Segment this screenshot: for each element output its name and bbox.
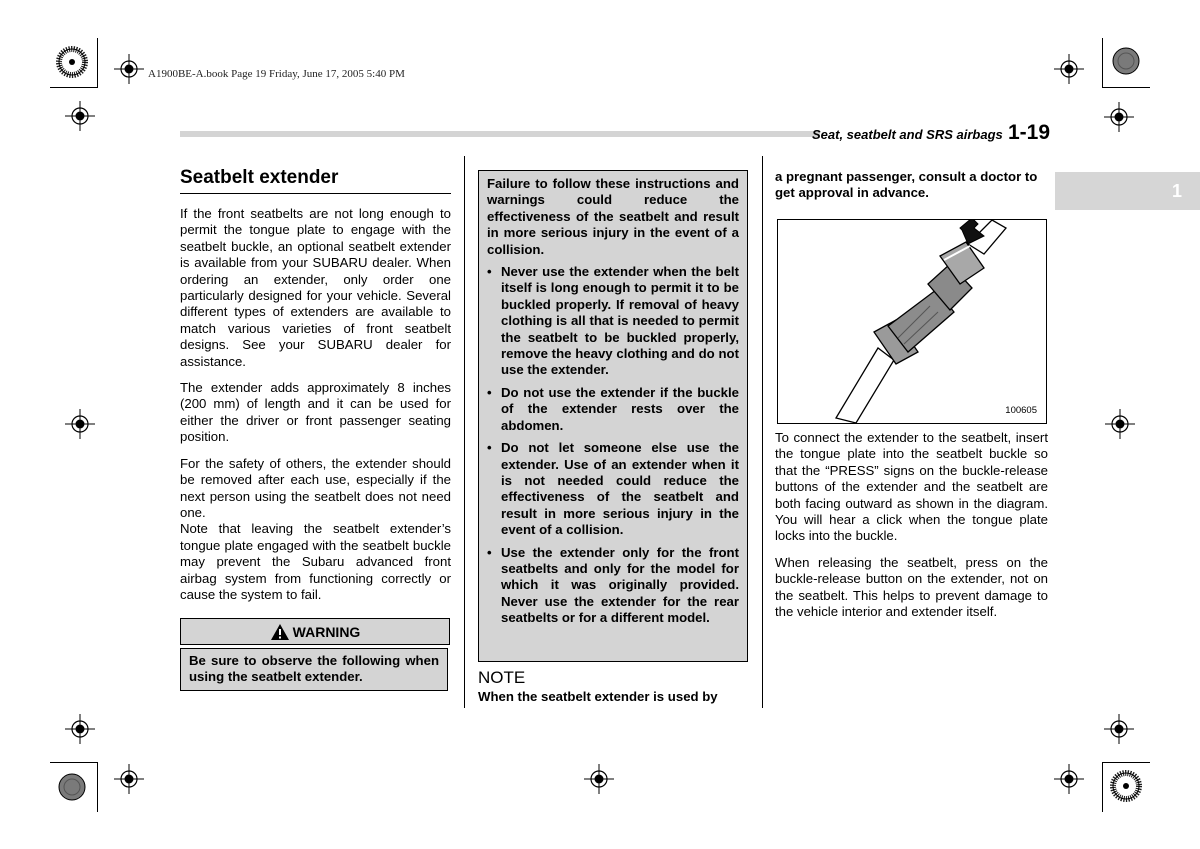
warning-triangle-icon: [270, 623, 290, 641]
paragraph: When releasing the seatbelt, press on the buckle-release button on the extender, not on the seatbelt. This helps to prevent damage to the vehicle interior and extender itself.: [775, 554, 1048, 620]
print-slug: A1900BE-A.book Page 19 Friday, June 17, 2005 5:40 PM: [148, 68, 405, 80]
column-1-body: [180, 206, 451, 613]
seatbelt-extender-illustration: [777, 219, 1047, 424]
seatbelt-buckle-image: [778, 220, 1046, 423]
paragraph: Note that leaving the seatbelt extender’s tongue plate engaged with the seatbelt buckle may prevent the Subaru advanced front airbag system from functioning correctly or cause the system to fail.: [180, 521, 451, 602]
paragraph: To connect the extender to the seatbelt, insert the tongue plate into the seatbelt buckle so that the “PRESS” signs on the buckle-release buttons of the extender and the seatbelt are both facing outward as shown in the diagram. You will hear a click when the tongue plate locks into the buckle.: [775, 430, 1048, 544]
list-item: • Use the extender only for the front seatbelts and only for the model for which it was originally provided. Never use the extender for the rear seatbelts or for a different model.: [487, 545, 739, 627]
list-item: • Never use the extender when the belt itself is long enough to permit it to be buckled properly. If removal of heavy clothing is all that is needed to permit the seatbelt to be buckled properly, remove the heavy clothing and do not use the extender.: [487, 264, 739, 379]
paragraph: The extender adds approximately 8 inches (200 mm) of length and it can be used for either the driver or front passenger seating position.: [180, 380, 451, 445]
warning-intro: Failure to follow these instructions and warnings could reduce the effectiveness of the seatbelt and result in more serious injury in the event of a collision.: [487, 176, 739, 257]
note-text: When the seatbelt extender is used by: [478, 689, 718, 704]
warning-continued-box: [478, 170, 748, 662]
chapter-tab-number: 1: [1171, 180, 1182, 201]
header-rule: [180, 131, 820, 137]
list-item: • Do not use the extender if the buckle of the extender rests over the abdomen.: [487, 385, 739, 434]
column-divider-2: [762, 156, 763, 708]
warning-header: [180, 618, 450, 645]
warning-label: WARNING: [292, 623, 361, 640]
page-heading: Seatbelt extender: [180, 167, 451, 194]
note-title: NOTE: [478, 668, 526, 687]
note-continued-text: a pregnant passenger, consult a doctor to get approval in advance.: [775, 169, 1038, 201]
paragraph: For the safety of others, the extender should be removed after each use, especially if the next person using the seatbelt does not need one.: [180, 455, 451, 520]
warning-bullet-list: [487, 264, 739, 627]
page-number: 1-19: [1008, 121, 1051, 144]
section-title: Seat, seatbelt and SRS airbags: [812, 127, 1003, 142]
column-divider-1: [464, 156, 465, 708]
chapter-tab: [1055, 172, 1200, 210]
figure-label: 100605: [1005, 405, 1037, 416]
warning-text: Be sure to observe the following when using the seatbelt extender.: [180, 648, 448, 691]
column-3-body: [775, 430, 1048, 630]
paragraph: If the front seatbelts are not long enough to permit the tongue plate to engage with the seatbelt buckle, an optional seatbelt extender is available from your SUBARU dealer. When ordering an extender, only order one particularly designed for your vehicle. Several different types of extenders are available to match various varieties of front seatbelt designs. See your SUBARU dealer for assistance.: [180, 206, 451, 369]
list-item: • Do not let someone else use the extender. Use of an extender when it is not needed could reduce the effectiveness of the seatbelt and result in more serious injury in the event of a collision.: [487, 440, 739, 538]
